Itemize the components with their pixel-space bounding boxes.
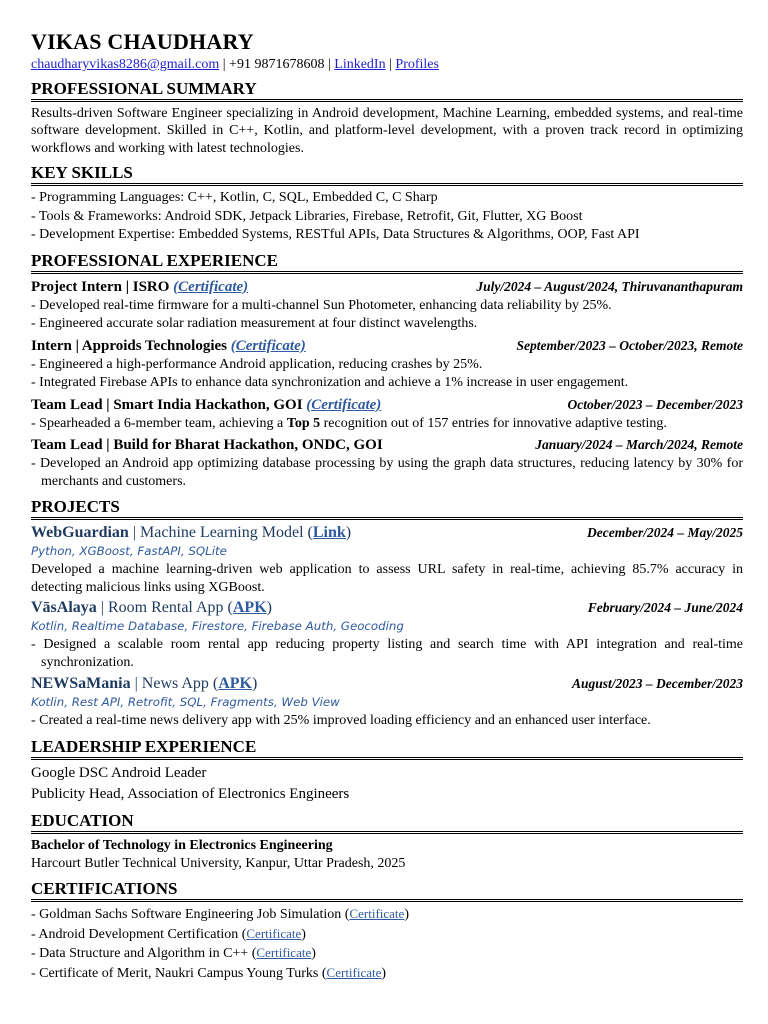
section-title-summary: PROFESSIONAL SUMMARY <box>31 79 257 98</box>
profiles-link[interactable]: Profiles <box>395 57 439 72</box>
project-date: August/2023 – December/2023 <box>572 676 743 692</box>
job-title <box>31 337 306 356</box>
skill-item: - Programming Languages: C++, Kotlin, C, SQL, Embedded C, C Sharp <box>31 190 438 206</box>
separator: | <box>219 57 230 72</box>
project-name: WebGuardian <box>31 524 129 542</box>
job-date: January/2024 – March/2024, Remote <box>535 437 743 453</box>
project-title <box>31 674 257 693</box>
job-bullet: - Engineered accurate solar radiation measurement at four distinct wavelengths. <box>31 316 478 332</box>
job-bullet: - Engineered a high-performance Android application, reducing crashes by 25%. <box>31 356 483 372</box>
certification-text: - Data Structure and Algorithm in C++ ( <box>31 946 257 962</box>
section-title-projects: PROJECTS <box>31 497 120 517</box>
project-link[interactable]: APK <box>218 675 252 693</box>
certification-item <box>31 905 743 925</box>
paren: ) <box>345 524 352 542</box>
paren: ) <box>404 907 409 923</box>
certificate-link[interactable]: Certificate <box>256 945 312 961</box>
job-date: October/2023 – December/2023 <box>567 396 743 412</box>
project-subtitle: | Machine Learning Model ( <box>128 524 313 542</box>
section-title-experience: PROFESSIONAL EXPERIENCE <box>31 250 279 270</box>
certification-text: - Android Development Certification ( <box>31 926 247 942</box>
project-header <box>31 674 743 693</box>
project-description: - Designed a scalable room rental app reducing property listing and search time with API integration and real-time synchronization. <box>31 637 743 671</box>
job-bullet: - Developed an Android app optimizing database processing by using the graph data structures, reducing latency by 30% for merchants and customers. <box>31 456 743 490</box>
email-link[interactable]: chaudharyvikas8286@gmail.com <box>31 57 220 72</box>
section-divider <box>31 183 743 186</box>
school-name: Harcourt Butler Technical University, Kanpur, Uttar Pradesh, 2025 <box>31 855 406 871</box>
project-description: Developed a machine learning-driven web application to assess URL safety in real-time, achieving 85.7% accuracy in detecting malicious links using XGBoost. <box>31 562 743 595</box>
candidate-name: VIKAS CHAUDHARY <box>31 29 254 54</box>
certificate-link[interactable]: (Certificate) <box>173 278 249 295</box>
job-date: September/2023 – October/2023, Remote <box>516 337 743 353</box>
project-tech-stack: Python, XGBoost, FastAPI, SQLite <box>31 544 227 559</box>
skill-item: - Development Expertise: Embedded Systems, RESTful APIs, Data Structures & Algorithms, OOP, Fast API <box>31 227 640 243</box>
paren: ) <box>311 946 316 962</box>
project-name: VāsAlaya <box>31 599 97 617</box>
project-title <box>31 523 351 542</box>
project-date: February/2024 – June/2024 <box>587 600 743 616</box>
section-title-skills: KEY SKILLS <box>31 163 133 183</box>
bullet-highlight: Top 5 <box>286 415 321 431</box>
section-divider <box>31 831 743 834</box>
section-divider <box>31 899 743 902</box>
job-bullet: - Developed real-time firmware for a multi-channel Sun Photometer, enhancing data reliability by 25%. <box>31 297 612 313</box>
section-divider <box>31 99 743 102</box>
project-tech-stack: Kotlin, Rest API, Retrofit, SQL, Fragments, Web View <box>31 695 340 710</box>
job-title: Team Lead | Build for Bharat Hackathon, ONDC, GOI <box>31 437 383 454</box>
job-header <box>31 277 743 297</box>
certificate-link[interactable]: (Certificate) <box>230 337 306 354</box>
section-title-education: EDUCATION <box>31 810 134 830</box>
job-header <box>31 435 743 455</box>
resume-page <box>31 29 743 983</box>
contact-line <box>31 56 743 73</box>
skill-item: - Tools & Frameworks: Android SDK, Jetpack Libraries, Firebase, Retrofit, Git, Flutter, XG Boost <box>31 208 583 224</box>
phone-number: +91 9871678608 <box>229 57 325 72</box>
project-header <box>31 523 743 542</box>
paren: ) <box>381 965 387 981</box>
leadership-item: Google DSC Android Leader <box>31 764 207 781</box>
project-date: December/2024 – May/2025 <box>587 525 743 541</box>
certificate-link[interactable]: (Certificate) <box>306 396 382 413</box>
separator: | <box>385 57 396 72</box>
job-date: July/2024 – August/2024, Thiruvananthapuram <box>476 278 743 294</box>
separator: | <box>324 57 335 72</box>
bullet-text: recognition out of 157 entries for innovative adaptive testing. <box>320 415 667 431</box>
paren: ) <box>252 675 258 693</box>
certificate-link[interactable]: Certificate <box>246 925 302 941</box>
section-divider <box>31 271 743 274</box>
bullet-text: - Spearheaded a 6-member team, achieving a <box>31 415 287 431</box>
paren: ) <box>301 926 306 942</box>
summary-text: Results-driven Software Engineer specializing in Android development, Machine Learning, embedded systems, and real-time software development. Skilled in C++, Kotlin, and platform-level development, with a proven track record in optimizing workflows and working with latest technologies. <box>31 106 743 156</box>
project-title <box>31 598 272 617</box>
degree-name: Bachelor of Technology in Electronics Engineering <box>31 837 333 853</box>
linkedin-link[interactable]: LinkedIn <box>334 57 386 72</box>
job-title <box>31 278 248 297</box>
project-subtitle: | News App ( <box>130 675 219 693</box>
certification-text: - Goldman Sachs Software Engineering Job Simulation ( <box>31 907 350 923</box>
paren: ) <box>266 599 272 617</box>
project-header <box>31 598 743 617</box>
project-subtitle: | Room Rental App ( <box>96 599 233 617</box>
job-bullet <box>31 415 743 434</box>
certificate-link[interactable]: Certificate <box>349 906 405 922</box>
job-title-text: Team Lead | Smart India Hackathon, GOI <box>31 396 303 413</box>
job-title-text: Intern | Approids Technologies <box>31 337 227 354</box>
project-tech-stack: Kotlin, Realtime Database, Firestore, Firebase Auth, Geocoding <box>31 619 404 634</box>
job-bullet: - Integrated Firebase APIs to enhance data synchronization and achieve a 1% increase in user engagement. <box>31 375 629 391</box>
certification-text: - Certificate of Merit, Naukri Campus Young Turks ( <box>31 965 327 981</box>
certification-item <box>31 944 743 964</box>
section-divider <box>31 517 743 520</box>
job-title <box>31 396 381 415</box>
certification-item <box>31 964 743 984</box>
project-description: - Created a real-time news delivery app with 25% improved loading efficiency and an enhanced user interface. <box>31 713 651 729</box>
leadership-item: Publicity Head, Association of Electronics Engineers <box>31 785 350 802</box>
section-divider <box>31 757 743 760</box>
job-header <box>31 395 743 415</box>
certificate-link[interactable]: Certificate <box>326 964 382 980</box>
project-name: NEWSaMania <box>31 675 131 693</box>
certification-item <box>31 925 743 945</box>
section-title-certifications: CERTIFICATIONS <box>31 879 178 899</box>
job-title-text: Project Intern | ISRO <box>31 278 170 295</box>
project-link[interactable]: APK <box>232 599 267 617</box>
job-header <box>31 336 743 356</box>
section-title-leadership: LEADERSHIP EXPERIENCE <box>31 736 257 756</box>
project-link[interactable]: Link <box>312 524 346 542</box>
